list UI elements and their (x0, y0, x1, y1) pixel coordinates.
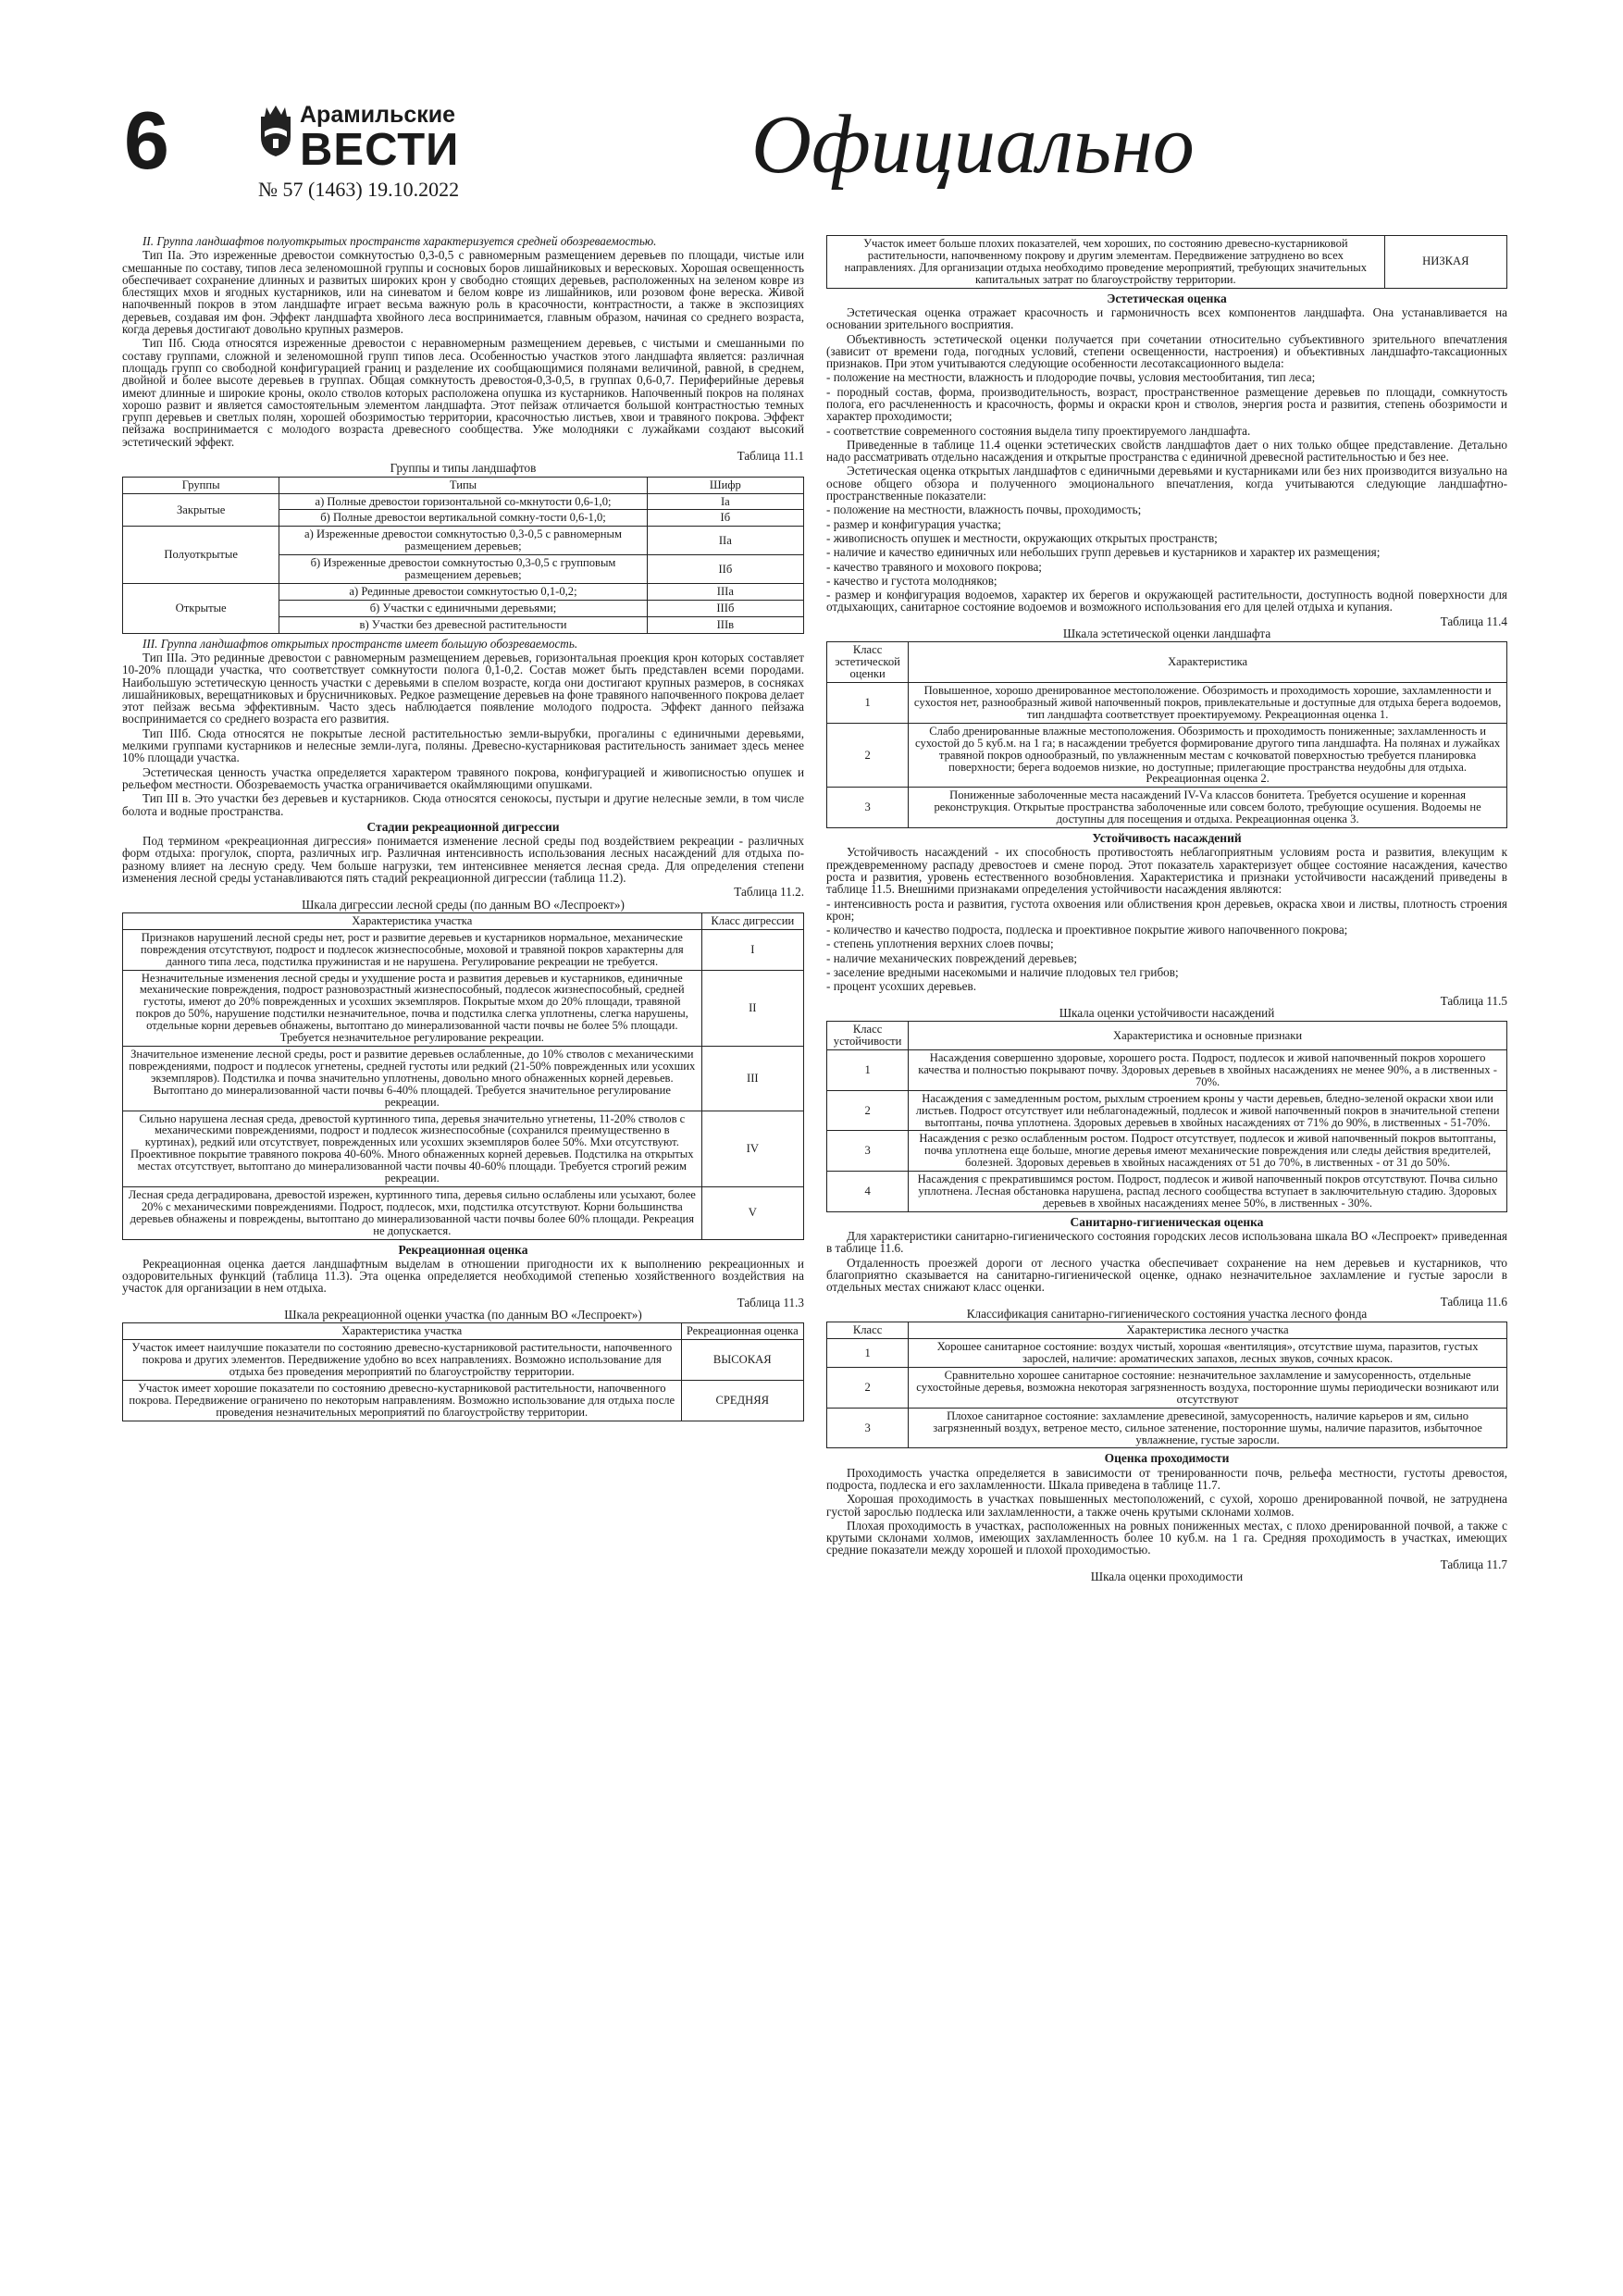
aesthetic-table (826, 641, 1507, 828)
desc-cell: Лесная среда деградирована, древостой изрежен, куртинного типа, деревья сильно ослаблены или усыхают, более 20% с механическими повреждениями. Подрост, подлесок, мхи, подстилка отсутствуют. Корни большинства деревьев обнажены и повреждены, вытоптано до минерализованной части почвы более 60% площади. Рекреация не допускается. (123, 1186, 702, 1239)
list-item: - породный состав, форма, производительность, возраст, пространственное размещение деревьев по площади, сомкнутость полога, его расчлененность и красочность, формы и окраски крон и стволов, энергия роста и развития, степень обозримости и характер проходимости; (826, 384, 1507, 424)
section-heading: Оценка проходимости (1104, 1451, 1230, 1466)
list-item: - положение на местности, влажность почвы, проходимость; (826, 503, 1142, 517)
column-header: Характеристика участка (123, 1323, 682, 1340)
paragraph: Для характеристики санитарно-гигиенического состояния городских лесов использована шкала ВО «Леспроект» приведенная в таблице 11.6. (826, 1229, 1507, 1256)
class-cell: 3 (827, 788, 909, 828)
grade-cell: НИЗКАЯ (1384, 236, 1506, 289)
desc-cell: Сильно нарушена лесная среда, древостой куртинного типа, деревья значительно угнетены, 11-20% стволов с механическими повреждениями, подрост и подлесок жизнеспособные (сохранился преимущественно в куртинах), редкий или отсутствует, поврежденных или усохших экземпляров более 50%. Мхи отсутствуют. Проективное покрытие травяного покрова 40-60%. Много обнаженных корней деревьев. Подстилка на открытых местах отсутствует, вытоптано до минерализованной части почвы 40-60% площади. Требуется строгий режим рекреации. (123, 1111, 702, 1186)
class-cell: 2 (827, 1367, 909, 1408)
sanitary-table (826, 1322, 1507, 1448)
code-cell: IIIа (647, 583, 803, 600)
column-header: Класс эстетической оценки (827, 642, 909, 683)
list-item: - заселение вредными насекомыми и наличие плодовых тел грибов; (826, 965, 1179, 979)
column-header: Группы (123, 477, 279, 493)
code-cell: Iа (647, 493, 803, 510)
column-header: Класс устойчивости (827, 1022, 909, 1050)
list-item: - степень уплотнения верхних слоев почвы; (826, 937, 1054, 951)
code-cell: IIа (647, 527, 803, 555)
type-cell: б) Изреженные древостои сомкнутостью 0,3-0,5 с групповым размещением деревьев; (279, 555, 647, 584)
class-cell: 2 (827, 1090, 909, 1131)
recreation-table (122, 1322, 804, 1421)
list-item: - количество и качество подроста, подлеска и проективное покрытие живого напочвенного покрова; (826, 923, 1348, 937)
desc-cell: Участок имеет больше плохих показателей, чем хороших, по состоянию древесно-кустарниковой растительности, напочвенному покрову и другим элементам. Передвижение затруднено во всех направлениях. Для организации отдыха необходимо проведение мероприятий, требующих значительных капитальных затрат по благоустройству территории. (827, 236, 1385, 289)
desc-cell: Насаждения с резко ослабленным ростом. Подрост отсутствует, подлесок и живой напочвенный покров вытоптаны, почва уплотнена еще больше, многие деревья имеют механические повреждения или следы действия вредителей, болезней. Здоровых деревьев в хвойных насаждениях от 51 до 70%, в лиственных - от 31 до 50%. (909, 1131, 1507, 1172)
landscape-groups-table (122, 477, 804, 634)
class-cell: I (701, 929, 803, 970)
coat-of-arms-icon (257, 104, 294, 157)
class-cell: II (701, 970, 803, 1046)
page-number: 6 (124, 94, 169, 186)
desc-cell: Плохое санитарное состояние: захламление древесиной, замусоренность, наличие карьеров и ям, сильно загрязненный воздух, ветреное место, сильное затенение, посторонние шумы, наличие паразитов, избыточное увлажнение, густые заросли. (909, 1408, 1507, 1448)
column-header: Класс дигрессии (701, 912, 803, 929)
paragraph: Эстетическая оценка открытых ландшафтов с единичными деревьями и кустарниками или без них производится визуально на основе общего обзора и полученного эмоционального впечатления, когда учитываются следующие ландшафтно-пространственные показатели: (826, 464, 1507, 503)
column-header: Типы (279, 477, 647, 493)
desc-cell: Хорошее санитарное состояние: воздух чистый, хорошая «вентиляция», отсутствие шума, паразитов, густых зарослей, наличие: ароматических запахов, лесных звуков, сочных красок. (909, 1339, 1507, 1368)
table-label: Таблица 11.6 (1440, 1294, 1507, 1309)
grade-cell: СРЕДНЯЯ (681, 1381, 803, 1421)
class-cell: V (701, 1186, 803, 1239)
column-header: Характеристика и основные признаки (909, 1022, 1507, 1050)
column-header: Характеристика участка (123, 912, 702, 929)
class-cell: 1 (827, 1050, 909, 1091)
section-heading: Рекреационная оценка (398, 1242, 528, 1257)
class-cell: 3 (827, 1131, 909, 1172)
list-item: - процент усохших деревьев. (826, 979, 976, 994)
column-header: Рекреационная оценка (681, 1323, 803, 1340)
desc-cell: Участок имеет наилучшие показатели по состоянию древесно-кустарниковой растительности, напочвенного покрова и других элементов. Передвижение удобно во всех направлениях. Возможно использование для отдыха без проведения мероприятий по благоустройству территории. (123, 1340, 682, 1381)
code-cell: IIIб (647, 600, 803, 616)
group-cell: Полуоткрытые (123, 527, 279, 584)
paragraph: II. Группа ландшафтов полуоткрытых пространств характеризуется средней обозреваемостью. (142, 234, 657, 248)
column-header: Шифр (647, 477, 803, 493)
desc-cell: Пониженные заболоченные места насаждений IV-Vа классов бонитета. Требуется осушение и коренная реконструкция. Открытые пространства заболоченные или совсем болото, требующие осушения. Водоемы не доступны для посещения и отдыха. Рекреационная оценка 3. (909, 788, 1507, 828)
list-item: - наличие и качество единичных или небольших групп деревьев и кустарников и характер их размещения; (826, 545, 1381, 560)
desc-cell: Признаков нарушений лесной среды нет, рост и развитие деревьев и кустарников нормальное, механические повреждения отсутствуют, подрост и подлесок жизнеспособные, моховой и травяной покров характерны для данного типа леса, подстилка пружинистая и не нарушена. Регулирование рекреации не требуется. (123, 929, 702, 970)
table-title: Классификация санитарно-гигиенического состояния участка лесного фонда (966, 1306, 1368, 1321)
list-item: - положение на местности, влажность и плодородие почвы, условия местообитания, тип леса; (826, 370, 1316, 385)
right-column (826, 235, 1507, 1584)
section-heading: Стадии рекреационной дигрессии (366, 819, 560, 834)
desc-cell: Насаждения с прекратившимся ростом. Подрост, подлесок и живой напочвенный покров отсутствуют. Почва сильно уплотнена. Лесная обстановка нарушена, распад лесного сообщества вступает в заключительную стадию. Здоровых деревьев в хвойных насаждениях менее 50%, в лиственных - 30%. (909, 1172, 1507, 1212)
paragraph: Хорошая проходимость в участках повышенных местоположений, с сухой, хорошо дренированной почвой, не затруднена густой зарослью подлеска или захламленности, а также очень крутыми склонами холмов. (826, 1492, 1507, 1519)
table-label: Таблица 11.1 (737, 449, 804, 464)
logo-bottom-text: ВЕСТИ (300, 125, 460, 175)
desc-cell: Участок имеет хорошие показатели по состоянию древесно-кустарниковой растительности, напочвенного покрова. Передвижение ограничено по некоторым направлениям. Возможно использование для отдыха после проведения незначительных мероприятий по благоустройству территории. (123, 1381, 682, 1421)
paragraph: Плохая проходимость в участках, расположенных на ровных пониженных местах, с плохо дренированной почвой, а также с крутыми склонами холмов, имеющих захламленность более 10 куб.м. на 1 га. Средняя проходимость в участках, имеющих средние показатели между хорошей и плохой проходимостью. (826, 1518, 1507, 1558)
issue-info: № 57 (1463) 19.10.2022 (258, 178, 460, 201)
section-title: Официально (751, 99, 1195, 191)
type-cell: в) Участки без древесной растительности (279, 616, 647, 633)
desc-cell: Слабо дренированные влажные местоположения. Обозримость и проходимость пониженные; захламленность и сухостой до 5 куб.м. на 1 га; в насаждении требуется формирование другого типа ландшафта. На полянах и лужайках травяной покров однообразный, по увлажненным местам с кочковатой поверхностью требуется планировка поверхности; берега водоемов низкие, но доступные; прилегающие пространства неудобны для отдыха. Рекреационная оценка 2. (909, 723, 1507, 788)
section-heading: Санитарно-гигиеническая оценка (1070, 1214, 1264, 1229)
paragraph: Проходимость участка определяется в зависимости от тренированности почв, рельефа местности, густоты древостоя, подроста, подлеска и его захламленности. Шкала приведена в таблице 11.7. (826, 1465, 1507, 1492)
desc-cell: Сравнительно хорошее санитарное состояние: незначительное захламление и замусоренность, отдельные сухостойные деревья, возможна некоторая загрязненность воздуха, посторонние шумы периодически возникают или отсутствуют (909, 1367, 1507, 1408)
paragraph: III. Группа ландшафтов открытых пространств имеет большую обозреваемость. (142, 636, 578, 651)
paragraph: Рекреационная оценка дается ландшафтным выделам в отношении пригодности их к выполнению рекреационных и оздоровительных функций (таблица 11.3). Эта оценка определяется необходимой степенью хозяйственного воздействия на участок для организации в нем отдыха. (122, 1256, 804, 1296)
group-cell: Закрытые (123, 493, 279, 527)
section-heading: Эстетическая оценка (1107, 291, 1227, 305)
list-item: - размер и конфигурация участка; (826, 516, 1001, 531)
table-label: Таблица 11.2. (734, 885, 804, 900)
desc-cell: Повышенное, хорошо дренированное местоположение. Обозримость и проходимость хорошие, захламленности и сухостоя нет, разнообразный живой напочвенный покров, привлекательные и доступные для отдыха берега водоемов, тип ландшафта соответствует проектируемому. Рекреационная оценка 1. (909, 683, 1507, 724)
desc-cell: Незначительные изменения лесной среды и ухудшение роста и развития деревьев и кустарников, единичные механические повреждения, подрост разновозрастный жизнеспособный, подлесок жизнеспособный, средней густоты, имеют до 20% поврежденных и усохших экземпляров. Покрытые мхом до 20% площади, травяной покров до 50%, нарушение подстилки незначительное, почва и подстилка слегка уплотнены, слегка нарушены, отдельные корни деревьев обнажены, вытоптано до минерализованной части почвы не более 5% площади. Требуется незначительное регулирование рекреации. (123, 970, 702, 1046)
type-cell: а) Полные древостои горизонтальной со-мкнутости 0,6-1,0; (279, 493, 647, 510)
paragraph: Тип IIб. Сюда относятся изреженные древостои с неравномерным размещением деревьев, с чистыми и смешанными по составу группами, сложной и зеленомошной групп типов леса. Особенностью участков этого ландшафта является: различная площадь групп со свободной конфигурацией границ и разделение их сообщающимися полянами величиной, равной, в среднем, двойной и более высоте деревьев в группах. Общая сомкнутость древостоя-0,3-0,5, в группах 0,6-0,7. Периферийные деревья имеют длинные и широкие кроны, около стволов которых расположена опушка из кустарников. Напочвенный покров на полянах хорошо развит и является самостоятельным элементом ландшафта. Этот пейзаж отличается большой контрастностью темных групп деревьев и светлых полян, хорошей обозримостью территории, красочностью листьев, хвои и травяного покрова. Эффект пейзажа воспринимается с молодого возраста древесного сообщества. Уже молодняки с лужайками создают высокий эстетический эффект. (122, 336, 804, 449)
list-item: - размер и конфигурация водоемов, характер их берегов и окружающей растительности, доступность водной поверхности для отдыхающих, санитарное состояние водоемов и возможного использования его для целей отдыха и купания. (826, 588, 1507, 614)
column-header: Характеристика лесного участка (909, 1322, 1507, 1339)
desc-cell: Насаждения с замедленным ростом, рыхлым строением кроны у части деревьев, бледно-зеленой окраски хвои или листьев. Подрост отсутствует или неблагонадежный, подлесок и живой напочвенный покров в значительной степени вытоптаны, почва уплотнена. Здоровых деревьев в хвойных насаждениях от 71% до 90%, в лиственных - 51-70%. (909, 1090, 1507, 1131)
list-item: - соответствие современного состояния выдела типу проектируемого ландшафта. (826, 423, 1251, 438)
table-title: Группы и типы ландшафтов (390, 461, 537, 476)
table-label: Таблица 11.5 (1440, 993, 1507, 1008)
list-item: - интенсивность роста и развития, густота охвоения или облиствения крон деревьев, окраска хвои и листвы, плотность строения крон; (826, 896, 1507, 923)
table-title: Шкала оценки проходимости (1090, 1570, 1244, 1584)
paragraph: Тип IIIа. Это рединные древостои с равномерным размещением деревьев, горизонтальная проекция крон которых составляет 10-20% площади участка, что соответствует сомкнутости полога 0,1-0,2. Состав может быть представлен всеми породами. Наибольшую эстетическую ценность участки с деревьями в спелом возрасте, когда они достигают крупных размеров, в сосняках лишайниковых, верещатниковых и брусничниковых. Редкое размещение деревьев на фоне травяного напочвенного покрова делает этот пейзаж весьма эффективным. Часто здесь наблюдается появление молодого подроста. Эффект данного пейзажа воспринимается со среднего возраста его развития. (122, 651, 804, 726)
group-cell: Открытые (123, 583, 279, 633)
class-cell: 1 (827, 683, 909, 724)
section-heading: Устойчивость насаждений (1092, 831, 1242, 846)
digression-table (122, 912, 804, 1240)
list-item: - живописность опушек и местности, окружающих открытых пространств; (826, 530, 1218, 545)
type-cell: б) Полные древостои вертикальной сомкну-тости 0,6-1,0; (279, 510, 647, 527)
paragraph: Объективность эстетической оценки получается при сочетании относительно субъективного зрительного впечатления (зависит от времени года, погодных условий, степени освещенности, настроения) и объективных ландшафто-таксационных признаков. При этом учитываются следующие особенности лесотаксационного выдела: (826, 331, 1507, 371)
code-cell: Iб (647, 510, 803, 527)
class-cell: 3 (827, 1408, 909, 1448)
paragraph: Устойчивость насаждений - их способность противостоять неблагоприятным условиям роста и развития, влекущим к преждевременному распаду древостоев и смене пород. Этот показатель характеризует общее состояние насаждения, качество роста и развития, уровень естественного возобновления. Характеристика и признаки устойчивости насаждений приведены в таблице 11.5. Внешними признаками определения устойчивости насаждения являются: (826, 845, 1507, 897)
left-column (122, 235, 804, 1425)
table-title: Шкала рекреационной оценки участка (по данным ВО «Леспроект») (284, 1308, 642, 1322)
paragraph: Тип IIIб. Сюда относятся не покрытые лесной растительностью земли-вырубки, прогалины с единичными деревьями, мелкими группами кустарников и нелесные земли-луга, поляны. Древесно-кустарниковая растительность занимает здесь менее 10% площади участка. (122, 726, 804, 765)
table-label: Таблица 11.3 (737, 1295, 804, 1309)
table-title: Шкала эстетической оценки ландшафта (1062, 627, 1271, 641)
table-label: Таблица 11.7 (1440, 1557, 1507, 1571)
logo-top-text: Арамильские (300, 102, 456, 128)
code-cell: IIб (647, 555, 803, 584)
class-cell: III (701, 1047, 803, 1111)
column-header: Класс (827, 1322, 909, 1339)
class-cell: 2 (827, 723, 909, 788)
paragraph: Эстетическая оценка отражает красочность и гармоничность всех компонентов ландшафта. Она устанавливается на основании зрительного восприятия. (826, 304, 1507, 332)
paragraph: Тип IIа. Это изреженные древостои сомкнутостью 0,3-0,5 с равномерным размещением деревьев по площади, чистые или смешанные по составу, типов леса зеленомошной группы и сосновых боров лишайниковых и вересковых. Хорошая освещенность обеспечивает сохранение длинных и развитых широких крон у свободно стоящих деревьев, расположенных на зеленом ковре из блестящих мхов и ягодных кустарников, или на синеватом и белом ковре из лишайников, или розовом фоне вереска. Живой напочвенный покров в этом ландшафте играет весьма важную роль в красочности, контрастности, а также в экспозициях деревьев, создавая им фон. Эффект ландшафта хвойного леса воспринимается, главным образом, начиная со среднего возраста, когда деревья достигают довольно крупных размеров. (122, 248, 804, 337)
desc-cell: Насаждения совершенно здоровые, хорошего роста. Подрост, подлесок и живой напочвенный покров хорошего качества и полностью покрывают почву. Здоровых деревьев в хвойных насаждениях не менее 90%, а в лиственных - 70%. (909, 1050, 1507, 1091)
type-cell: б) Участки с единичными деревьями; (279, 600, 647, 616)
paragraph: Приведенные в таблице 11.4 оценки эстетических свойств ландшафтов дает о них только общее представление. Детально надо рассматривать отдельно насаждения и открытые пространства с единичной древесной растительностью и без нее. (826, 437, 1507, 465)
list-item: - наличие механических повреждений деревьев; (826, 950, 1078, 965)
paragraph: Под термином «рекреационная дигрессия» понимается изменение лесной среды под воздействием рекреации - различных форм отдыха: прогулок, спорта, различных игр. Различная интенсивность использования лесных насаждений для отдыха по-разному влияет на лесную среду. Чем больше нагрузки, тем интенсивнее меняется лесная среда. Для определения степени изменения лесной среды устанавливаются пять стадий рекреационной дигрессии (таблица 11.2). (122, 834, 804, 886)
code-cell: IIIв (647, 616, 803, 633)
list-item: - качество и густота молодняков; (826, 573, 997, 588)
paragraph: Отдаленность проезжей дороги от лесного участка обеспечивает сохранение на нем деревьев и кустарников, что благоприятно сказывается на санитарно-гигиенической оценке, однако незначительное захламление и густые заросли в отдельных местах снижают класс оценки. (826, 1255, 1507, 1295)
class-cell: 4 (827, 1172, 909, 1212)
stability-table (826, 1021, 1507, 1212)
class-cell: 1 (827, 1339, 909, 1368)
table-title: Шкала оценки устойчивости насаждений (1059, 1005, 1275, 1020)
class-cell: IV (701, 1111, 803, 1186)
list-item: - качество травяного и мохового покрова; (826, 559, 1042, 574)
grade-cell: ВЫСОКАЯ (681, 1340, 803, 1381)
type-cell: а) Изреженные древостои сомкнутостью 0,3-0,5 с равномерным размещением деревьев; (279, 527, 647, 555)
recreation-table-continued (826, 235, 1507, 289)
type-cell: а) Рединные древостои сомкнутостью 0,1-0,2; (279, 583, 647, 600)
paragraph: Тип III в. Это участки без деревьев и кустарников. Сюда относятся сенокосы, пустыри и другие нелесные земли, в том числе болота и водные пространства. (122, 791, 804, 818)
column-header: Характеристика (909, 642, 1507, 683)
table-title: Шкала дигрессии лесной среды (по данным ВО «Леспроект») (302, 897, 625, 912)
desc-cell: Значительное изменение лесной среды, рост и развитие деревьев ослабленные, до 10% стволов с механическими повреждениями, подрост и подлесок угнетены, средней густоты или редкий (21-50% поврежденных или усохших экземпляров). Подстилка и почва значительно уплотнены, довольно много обнаженных корней деревьев. Вытоптано до минерализованной части почвы 6-40% площадей. Требуется значительное регулирование рекреации. (123, 1047, 702, 1111)
paragraph: Эстетическая ценность участка определяется характером травяного покрова, конфигурацией и живописностью опушек и рельефом местности. Обозреваемость участка ограничивается окаймляющими опушками. (122, 764, 804, 791)
table-label: Таблица 11.4 (1440, 614, 1507, 628)
